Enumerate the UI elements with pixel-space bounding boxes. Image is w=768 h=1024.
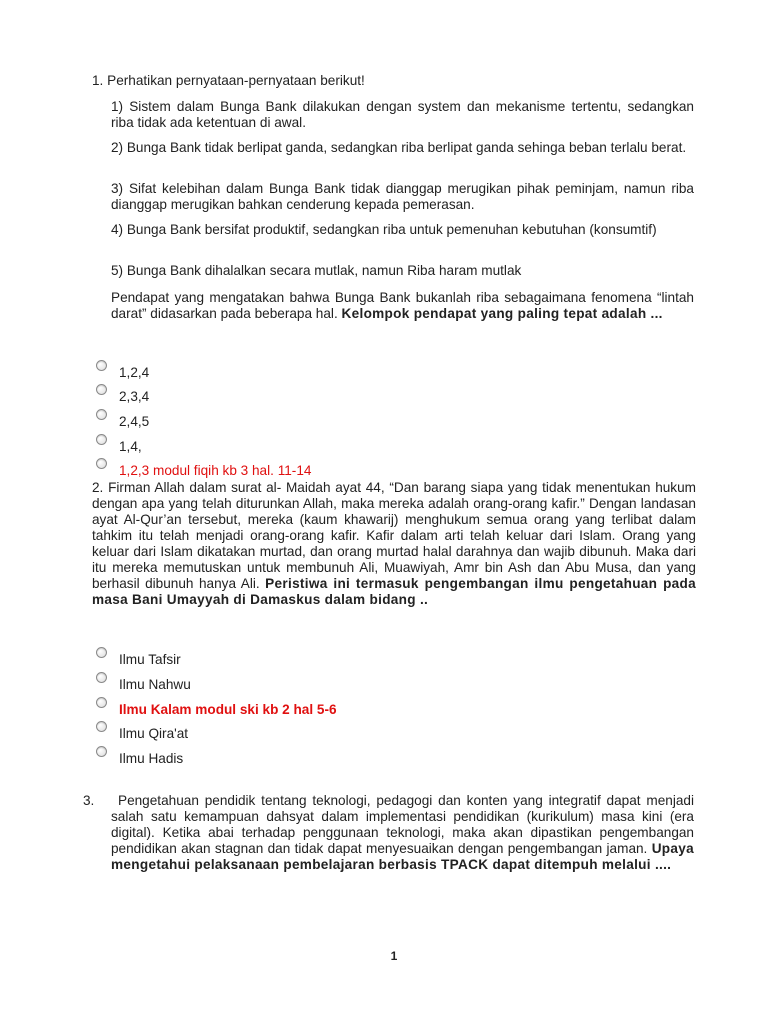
option-label: 2,4,5 — [119, 414, 150, 429]
option-label: Ilmu Hadis — [119, 751, 184, 766]
option-label: Ilmu Qira'at — [119, 726, 189, 741]
question-2-text-plain: Firman Allah dalam surat al- Maidah ayat 44, “Dan barang siapa yang tidak menentukan hukum dengan apa yang telah diturunkan Allah, maka mereka adalah orang-orang kafir.” Dengan landasan ayat Al-Qur’an tersebut, mereka (kaum khawarij) menghukum semua orang yang terlibat dalam tahkim itu telah menjadi orang-orang kafir. Kafir dalam arti telah keluar dari Islam. Orang yang keluar dari Islam dikatakan murtad, dan orang murtad halal darahnya dan wajib dibunuh. Maka dari itu mereka memutuskan untuk membunuh Ali, Muawiyah, Amr bin Ash dan Abu Musa, dan yang berhasil dibunuh hanya Ali. — [92, 480, 696, 591]
radio-button-icon[interactable] — [96, 409, 107, 420]
statement-2: 2) Bunga Bank tidak berlipat ganda, sedangkan riba berlipat ganda sehinga beban terlalu berat. — [111, 140, 687, 155]
question-2-option-1[interactable] — [96, 647, 696, 665]
option-label: 1,2,4 — [119, 365, 150, 380]
option-label-answer: Ilmu Kalam modul ski kb 2 hal 5-6 — [119, 702, 337, 717]
question-2-option-2[interactable] — [96, 672, 696, 690]
statement-5: 5) Bunga Bank dihalalkan secara mutlak, namun Riba haram mutlak — [111, 263, 522, 278]
radio-button-icon[interactable] — [96, 672, 107, 683]
radio-button-icon[interactable] — [96, 697, 107, 708]
question-1-heading — [92, 73, 696, 89]
question-2-text-bold: Peristiwa ini termasuk pengembangan ilmu pengetahuan pada masa Bani Umayyah di Damaskus dalam bidang .. — [92, 576, 696, 607]
question-3-text-bold: Upaya mengetahui pelaksanaan pembelajaran berbasis TPACK dapat ditempuh melalui .... — [111, 841, 694, 872]
option-label: Ilmu Nahwu — [119, 677, 191, 692]
radio-button-icon[interactable] — [96, 360, 107, 371]
statement-1: 1) Sistem dalam Bunga Bank dilakukan dengan system dan mekanisme tertentu, sedangkan riba tidak ada ketentuan di awal. — [111, 99, 694, 130]
question-2-option-4[interactable] — [96, 721, 696, 739]
option-label: Ilmu Tafsir — [119, 652, 181, 667]
question-2-block — [92, 480, 696, 608]
radio-button-icon[interactable] — [96, 647, 107, 658]
radio-button-icon[interactable] — [96, 746, 107, 757]
option-label-answer: 1,2,3 modul fiqih kb 3 hal. 11-14 — [119, 463, 312, 478]
question-1-number: 1. — [92, 73, 104, 88]
question-3-text-plain: Pengetahuan pendidik tentang teknologi, pedagogi dan konten yang integratif dapat menjadi salah satu kemampuan dahsyat dalam implementasi pendidikan (kurikulum) masa kini (era digital). Ketika abai terhadap penggunaan teknologi, maka akan dipastikan pengembangan pendidikan akan stagnan dan tidak dapat menyesuaikan dengan pengembangan jaman. — [111, 793, 694, 856]
question-1-option-5[interactable] — [96, 458, 696, 476]
radio-button-icon[interactable] — [96, 458, 107, 469]
question-1-option-3[interactable] — [96, 409, 696, 427]
option-label: 1,4, — [119, 439, 142, 454]
question-1-option-4[interactable] — [96, 434, 696, 452]
question-1-text-bold: Kelompok pendapat yang paling tepat adalah ... — [341, 306, 663, 321]
radio-button-icon[interactable] — [96, 434, 107, 445]
question-2-option-5[interactable] — [96, 746, 696, 764]
question-2-option-3[interactable] — [96, 697, 696, 715]
statement-3: 3) Sifat kelebihan dalam Bunga Bank tidak dianggap merugikan pihak peminjam, namun riba dianggap merugikan bahkan cenderung kepada pemerasan. — [111, 181, 694, 212]
radio-button-icon[interactable] — [96, 721, 107, 732]
question-1-prompt: Perhatikan pernyataan-pernyataan berikut! — [107, 73, 365, 88]
statement-4: 4) Bunga Bank bersifat produktif, sedangkan riba untuk pemenuhan kebutuhan (konsumtif) — [111, 222, 657, 237]
question-1-text — [111, 290, 694, 322]
option-label: 2,3,4 — [119, 389, 150, 404]
question-3-text — [111, 793, 694, 873]
question-2-number: 2. — [92, 480, 104, 495]
question-3-number: 3. — [83, 793, 95, 808]
question-1-option-1[interactable] — [96, 360, 696, 378]
question-1-option-2[interactable] — [96, 384, 696, 402]
radio-button-icon[interactable] — [96, 384, 107, 395]
page-number: 1 — [390, 949, 398, 963]
question-1-text-plain: Pendapat yang mengatakan bahwa Bunga Bank bukanlah riba sebagaimana fenomena “lintah darat” didasarkan pada beberapa hal. — [111, 290, 694, 321]
